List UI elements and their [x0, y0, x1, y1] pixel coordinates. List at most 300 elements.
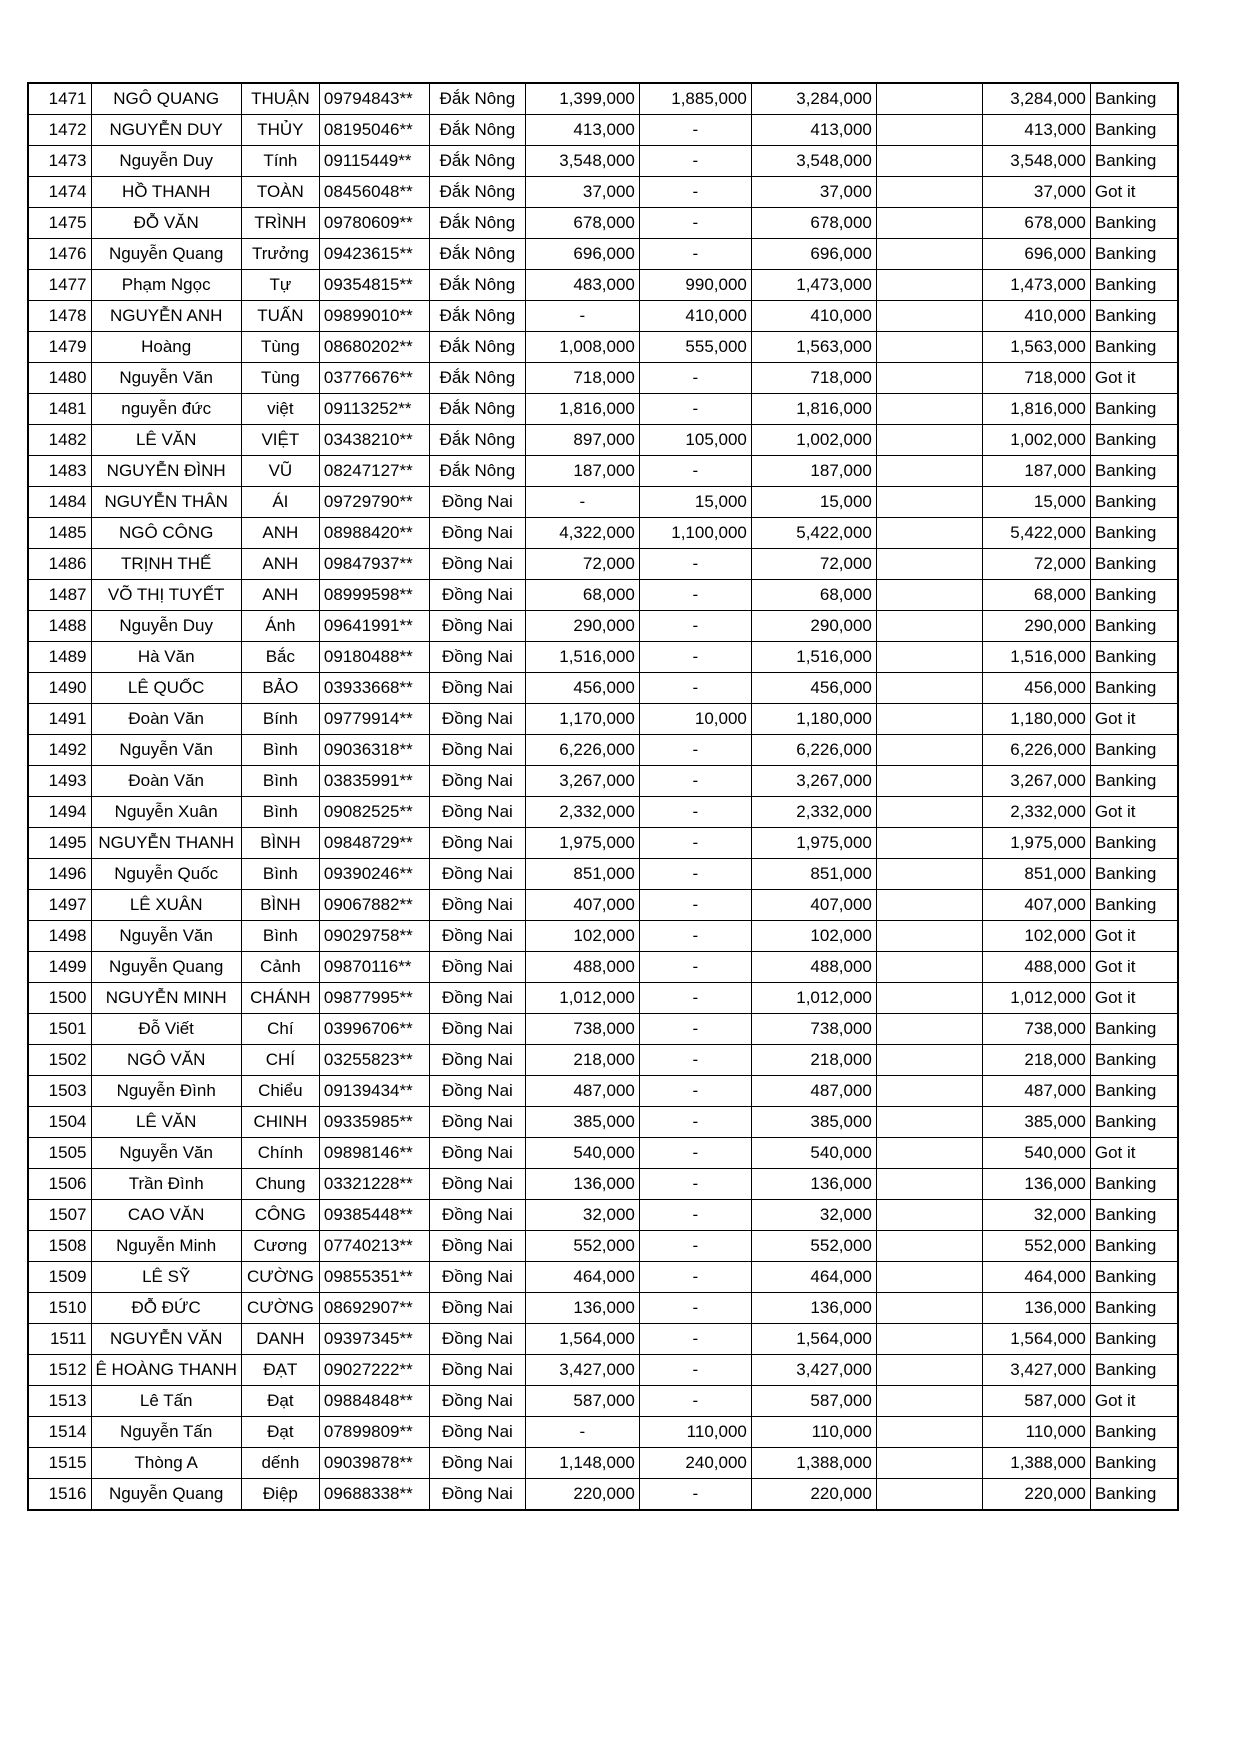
cell-last-middle-name: NGÔ CÔNG: [91, 518, 241, 549]
cell-amount-2: -: [639, 394, 751, 425]
cell-note: [876, 301, 982, 332]
cell-amount-2: -: [639, 921, 751, 952]
cell-amount-1: 290,000: [525, 611, 639, 642]
cell-province: Đồng Nai: [429, 1169, 525, 1200]
table-row: [28, 456, 1178, 487]
cell-province: Đồng Nai: [429, 735, 525, 766]
cell-phone: 09354815**: [319, 270, 429, 301]
table-row: [28, 1107, 1178, 1138]
cell-last-middle-name: NGUYỄN THÂN: [91, 487, 241, 518]
table-row: [28, 146, 1178, 177]
cell-total: 407,000: [751, 890, 876, 921]
cell-amount-1: 552,000: [525, 1231, 639, 1262]
cell-amount-1: 407,000: [525, 890, 639, 921]
cell-amount-2: -: [639, 549, 751, 580]
cell-payment-method: Banking: [1090, 1169, 1178, 1200]
cell-note: [876, 518, 982, 549]
cell-paid-amount: 1,564,000: [982, 1324, 1090, 1355]
cell-paid-amount: 3,284,000: [982, 83, 1090, 115]
cell-province: Đắk Nông: [429, 394, 525, 425]
table-row: [28, 549, 1178, 580]
cell-province: Đồng Nai: [429, 1262, 525, 1293]
cell-phone: 09898146**: [319, 1138, 429, 1169]
cell-row-number: 1478: [28, 301, 91, 332]
cell-total: 487,000: [751, 1076, 876, 1107]
cell-total: 1,473,000: [751, 270, 876, 301]
cell-payment-method: Banking: [1090, 673, 1178, 704]
cell-row-number: 1480: [28, 363, 91, 394]
cell-amount-2: -: [639, 1138, 751, 1169]
cell-payment-method: Banking: [1090, 580, 1178, 611]
cell-note: [876, 1200, 982, 1231]
cell-total: 3,427,000: [751, 1355, 876, 1386]
cell-province: Đồng Nai: [429, 859, 525, 890]
cell-first-name: Chung: [241, 1169, 319, 1200]
cell-first-name: Đạt: [241, 1386, 319, 1417]
cell-amount-2: 15,000: [639, 487, 751, 518]
cell-first-name: Ánh: [241, 611, 319, 642]
cell-last-middle-name: Đoàn Văn: [91, 704, 241, 735]
cell-phone: 09779914**: [319, 704, 429, 735]
cell-payment-method: Banking: [1090, 611, 1178, 642]
cell-province: Đồng Nai: [429, 1448, 525, 1479]
cell-payment-method: Banking: [1090, 1417, 1178, 1448]
cell-total: 102,000: [751, 921, 876, 952]
cell-note: [876, 983, 982, 1014]
cell-phone: 09877995**: [319, 983, 429, 1014]
cell-row-number: 1507: [28, 1200, 91, 1231]
cell-total: 1,012,000: [751, 983, 876, 1014]
cell-payment-method: Banking: [1090, 735, 1178, 766]
cell-province: Đồng Nai: [429, 890, 525, 921]
cell-paid-amount: 413,000: [982, 115, 1090, 146]
cell-amount-2: -: [639, 1107, 751, 1138]
table-row: [28, 239, 1178, 270]
cell-last-middle-name: ĐỖ VĂN: [91, 208, 241, 239]
cell-paid-amount: 102,000: [982, 921, 1090, 952]
cell-phone: 09397345**: [319, 1324, 429, 1355]
cell-amount-1: 32,000: [525, 1200, 639, 1231]
cell-amount-1: 1,816,000: [525, 394, 639, 425]
cell-first-name: Tùng: [241, 363, 319, 394]
cell-total: 1,564,000: [751, 1324, 876, 1355]
cell-paid-amount: 136,000: [982, 1169, 1090, 1200]
cell-amount-1: 897,000: [525, 425, 639, 456]
cell-paid-amount: 37,000: [982, 177, 1090, 208]
cell-row-number: 1497: [28, 890, 91, 921]
cell-note: [876, 704, 982, 735]
cell-first-name: THỦY: [241, 115, 319, 146]
cell-payment-method: Banking: [1090, 1324, 1178, 1355]
cell-amount-1: 1,516,000: [525, 642, 639, 673]
cell-paid-amount: 738,000: [982, 1014, 1090, 1045]
table-row: [28, 363, 1178, 394]
cell-paid-amount: 32,000: [982, 1200, 1090, 1231]
cell-paid-amount: 1,180,000: [982, 704, 1090, 735]
cell-province: Đồng Nai: [429, 1076, 525, 1107]
cell-note: [876, 456, 982, 487]
cell-first-name: dếnh: [241, 1448, 319, 1479]
cell-first-name: VIỆT: [241, 425, 319, 456]
table-row: [28, 1479, 1178, 1511]
cell-total: 72,000: [751, 549, 876, 580]
cell-amount-1: 1,012,000: [525, 983, 639, 1014]
cell-phone: 08680202**: [319, 332, 429, 363]
cell-province: Đồng Nai: [429, 1417, 525, 1448]
cell-last-middle-name: Đỗ Viết: [91, 1014, 241, 1045]
cell-paid-amount: 410,000: [982, 301, 1090, 332]
cell-province: Đồng Nai: [429, 1045, 525, 1076]
table-row: [28, 1231, 1178, 1262]
cell-phone: 09390246**: [319, 859, 429, 890]
cell-first-name: Điệp: [241, 1479, 319, 1511]
cell-amount-1: 3,267,000: [525, 766, 639, 797]
cell-paid-amount: 15,000: [982, 487, 1090, 518]
cell-first-name: DANH: [241, 1324, 319, 1355]
cell-phone: 09794843**: [319, 83, 429, 115]
cell-last-middle-name: HỒ THANH: [91, 177, 241, 208]
cell-province: Đồng Nai: [429, 704, 525, 735]
cell-amount-2: -: [639, 1386, 751, 1417]
cell-payment-method: Banking: [1090, 1355, 1178, 1386]
cell-note: [876, 1417, 982, 1448]
cell-amount-1: 136,000: [525, 1169, 639, 1200]
cell-note: [876, 394, 982, 425]
table-row: [28, 673, 1178, 704]
cell-row-number: 1472: [28, 115, 91, 146]
cell-last-middle-name: Nguyễn Đình: [91, 1076, 241, 1107]
cell-amount-1: 456,000: [525, 673, 639, 704]
cell-first-name: Trưởng: [241, 239, 319, 270]
cell-province: Đồng Nai: [429, 1293, 525, 1324]
cell-row-number: 1482: [28, 425, 91, 456]
cell-first-name: Cương: [241, 1231, 319, 1262]
cell-paid-amount: 5,422,000: [982, 518, 1090, 549]
cell-amount-2: 1,100,000: [639, 518, 751, 549]
cell-first-name: Chí: [241, 1014, 319, 1045]
cell-province: Đắk Nông: [429, 301, 525, 332]
cell-amount-2: -: [639, 983, 751, 1014]
cell-phone: 09729790**: [319, 487, 429, 518]
cell-payment-method: Banking: [1090, 1262, 1178, 1293]
cell-amount-2: 105,000: [639, 425, 751, 456]
cell-note: [876, 797, 982, 828]
cell-first-name: CHÁNH: [241, 983, 319, 1014]
cell-last-middle-name: Nguyễn Văn: [91, 735, 241, 766]
cell-payment-method: Banking: [1090, 425, 1178, 456]
cell-paid-amount: 464,000: [982, 1262, 1090, 1293]
cell-amount-2: -: [639, 208, 751, 239]
cell-last-middle-name: Ê HOÀNG THANH: [91, 1355, 241, 1386]
cell-province: Đồng Nai: [429, 580, 525, 611]
cell-amount-1: 68,000: [525, 580, 639, 611]
cell-province: Đồng Nai: [429, 952, 525, 983]
cell-phone: 09423615**: [319, 239, 429, 270]
cell-paid-amount: 1,563,000: [982, 332, 1090, 363]
cell-payment-method: Got it: [1090, 983, 1178, 1014]
cell-total: 3,284,000: [751, 83, 876, 115]
cell-province: Đồng Nai: [429, 1386, 525, 1417]
cell-paid-amount: 3,548,000: [982, 146, 1090, 177]
cell-note: [876, 611, 982, 642]
table-row: [28, 580, 1178, 611]
cell-last-middle-name: ĐỖ ĐỨC: [91, 1293, 241, 1324]
table-row: [28, 1200, 1178, 1231]
cell-province: Đồng Nai: [429, 611, 525, 642]
cell-amount-2: -: [639, 952, 751, 983]
cell-province: Đồng Nai: [429, 1231, 525, 1262]
cell-note: [876, 83, 982, 115]
cell-amount-2: 240,000: [639, 1448, 751, 1479]
cell-paid-amount: 718,000: [982, 363, 1090, 394]
cell-total: 1,180,000: [751, 704, 876, 735]
cell-amount-2: -: [639, 828, 751, 859]
cell-amount-2: -: [639, 890, 751, 921]
table-row: [28, 115, 1178, 146]
cell-phone: 09180488**: [319, 642, 429, 673]
cell-amount-1: 718,000: [525, 363, 639, 394]
cell-amount-2: -: [639, 1045, 751, 1076]
cell-amount-2: 10,000: [639, 704, 751, 735]
cell-row-number: 1489: [28, 642, 91, 673]
table-row: [28, 797, 1178, 828]
cell-total: 136,000: [751, 1293, 876, 1324]
cell-last-middle-name: nguyễn đức: [91, 394, 241, 425]
cell-phone: 03933668**: [319, 673, 429, 704]
cell-phone: 09335985**: [319, 1107, 429, 1138]
cell-province: Đồng Nai: [429, 1200, 525, 1231]
cell-payment-method: Banking: [1090, 239, 1178, 270]
cell-row-number: 1494: [28, 797, 91, 828]
cell-paid-amount: 1,012,000: [982, 983, 1090, 1014]
cell-row-number: 1485: [28, 518, 91, 549]
cell-row-number: 1516: [28, 1479, 91, 1511]
cell-note: [876, 487, 982, 518]
cell-amount-1: 3,427,000: [525, 1355, 639, 1386]
cell-total: 6,226,000: [751, 735, 876, 766]
cell-last-middle-name: Nguyễn Tấn: [91, 1417, 241, 1448]
cell-province: Đồng Nai: [429, 1107, 525, 1138]
cell-paid-amount: 407,000: [982, 890, 1090, 921]
cell-last-middle-name: Nguyễn Duy: [91, 146, 241, 177]
cell-row-number: 1479: [28, 332, 91, 363]
cell-phone: 09139434**: [319, 1076, 429, 1107]
table-row: [28, 1014, 1178, 1045]
cell-province: Đồng Nai: [429, 487, 525, 518]
cell-first-name: ÁI: [241, 487, 319, 518]
cell-payment-method: Banking: [1090, 332, 1178, 363]
cell-total: 15,000: [751, 487, 876, 518]
cell-paid-amount: 1,516,000: [982, 642, 1090, 673]
cell-amount-2: -: [639, 239, 751, 270]
cell-row-number: 1491: [28, 704, 91, 735]
cell-note: [876, 1355, 982, 1386]
cell-total: 464,000: [751, 1262, 876, 1293]
cell-total: 3,548,000: [751, 146, 876, 177]
cell-payment-method: Banking: [1090, 1200, 1178, 1231]
cell-note: [876, 239, 982, 270]
cell-last-middle-name: NGÔ QUANG: [91, 83, 241, 115]
cell-province: Đồng Nai: [429, 1138, 525, 1169]
cell-paid-amount: 220,000: [982, 1479, 1090, 1511]
cell-amount-2: -: [639, 735, 751, 766]
cell-first-name: Bình: [241, 859, 319, 890]
cell-last-middle-name: NGUYỄN MINH: [91, 983, 241, 1014]
cell-amount-2: 110,000: [639, 1417, 751, 1448]
cell-note: [876, 1479, 982, 1511]
cell-phone: 03255823**: [319, 1045, 429, 1076]
cell-row-number: 1474: [28, 177, 91, 208]
cell-payment-method: Banking: [1090, 549, 1178, 580]
cell-row-number: 1476: [28, 239, 91, 270]
cell-note: [876, 177, 982, 208]
cell-last-middle-name: LÊ SỸ: [91, 1262, 241, 1293]
cell-phone: 09113252**: [319, 394, 429, 425]
cell-payment-method: Banking: [1090, 1293, 1178, 1324]
cell-row-number: 1501: [28, 1014, 91, 1045]
cell-row-number: 1502: [28, 1045, 91, 1076]
cell-paid-amount: 488,000: [982, 952, 1090, 983]
cell-province: Đắk Nông: [429, 83, 525, 115]
cell-payment-method: Banking: [1090, 1107, 1178, 1138]
cell-total: 488,000: [751, 952, 876, 983]
cell-first-name: Tính: [241, 146, 319, 177]
cell-phone: 03835991**: [319, 766, 429, 797]
cell-payment-method: Got it: [1090, 1386, 1178, 1417]
cell-note: [876, 332, 982, 363]
table-row: [28, 1386, 1178, 1417]
cell-row-number: 1513: [28, 1386, 91, 1417]
cell-province: Đồng Nai: [429, 549, 525, 580]
cell-amount-1: 3,548,000: [525, 146, 639, 177]
cell-phone: 09847937**: [319, 549, 429, 580]
table-row: [28, 735, 1178, 766]
cell-row-number: 1503: [28, 1076, 91, 1107]
cell-note: [876, 735, 982, 766]
cell-amount-1: 587,000: [525, 1386, 639, 1417]
cell-last-middle-name: CAO VĂN: [91, 1200, 241, 1231]
cell-first-name: TRÌNH: [241, 208, 319, 239]
cell-payment-method: Got it: [1090, 952, 1178, 983]
cell-province: Đồng Nai: [429, 642, 525, 673]
cell-amount-1: 1,148,000: [525, 1448, 639, 1479]
cell-row-number: 1509: [28, 1262, 91, 1293]
cell-row-number: 1490: [28, 673, 91, 704]
cell-last-middle-name: Nguyễn Quang: [91, 239, 241, 270]
table-row: [28, 704, 1178, 735]
cell-first-name: Tùng: [241, 332, 319, 363]
cell-last-middle-name: Nguyễn Quang: [91, 1479, 241, 1511]
payment-table: [27, 82, 1179, 1511]
cell-total: 1,388,000: [751, 1448, 876, 1479]
cell-note: [876, 146, 982, 177]
cell-amount-2: -: [639, 859, 751, 890]
cell-amount-1: 696,000: [525, 239, 639, 270]
cell-phone: 03438210**: [319, 425, 429, 456]
cell-last-middle-name: Nguyễn Văn: [91, 921, 241, 952]
cell-paid-amount: 72,000: [982, 549, 1090, 580]
cell-first-name: CƯỜNG: [241, 1262, 319, 1293]
cell-paid-amount: 2,332,000: [982, 797, 1090, 828]
cell-total: 540,000: [751, 1138, 876, 1169]
cell-first-name: Đạt: [241, 1417, 319, 1448]
cell-amount-2: -: [639, 1169, 751, 1200]
cell-amount-1: -: [525, 1417, 639, 1448]
cell-row-number: 1512: [28, 1355, 91, 1386]
cell-phone: 09884848**: [319, 1386, 429, 1417]
cell-last-middle-name: TRỊNH THẾ: [91, 549, 241, 580]
cell-first-name: Cảnh: [241, 952, 319, 983]
table-body: [28, 83, 1178, 1510]
table-row: [28, 890, 1178, 921]
cell-payment-method: Banking: [1090, 83, 1178, 115]
cell-amount-1: 218,000: [525, 1045, 639, 1076]
cell-last-middle-name: Trần Đình: [91, 1169, 241, 1200]
cell-paid-amount: 587,000: [982, 1386, 1090, 1417]
cell-province: Đắk Nông: [429, 425, 525, 456]
table-row: [28, 611, 1178, 642]
cell-total: 2,332,000: [751, 797, 876, 828]
cell-last-middle-name: Thòng A: [91, 1448, 241, 1479]
cell-paid-amount: 3,427,000: [982, 1355, 1090, 1386]
table-row: [28, 1045, 1178, 1076]
cell-note: [876, 673, 982, 704]
cell-paid-amount: 3,267,000: [982, 766, 1090, 797]
cell-amount-1: 678,000: [525, 208, 639, 239]
cell-phone: 09082525**: [319, 797, 429, 828]
table-row: [28, 766, 1178, 797]
cell-first-name: Bình: [241, 766, 319, 797]
cell-payment-method: Banking: [1090, 859, 1178, 890]
cell-row-number: 1496: [28, 859, 91, 890]
cell-payment-method: Banking: [1090, 208, 1178, 239]
cell-note: [876, 859, 982, 890]
cell-total: 552,000: [751, 1231, 876, 1262]
cell-first-name: TOÀN: [241, 177, 319, 208]
cell-paid-amount: 1,816,000: [982, 394, 1090, 425]
cell-note: [876, 1138, 982, 1169]
cell-first-name: Bính: [241, 704, 319, 735]
cell-first-name: ANH: [241, 580, 319, 611]
cell-phone: 09870116**: [319, 952, 429, 983]
cell-paid-amount: 552,000: [982, 1231, 1090, 1262]
cell-last-middle-name: NGÔ VĂN: [91, 1045, 241, 1076]
cell-phone: 08456048**: [319, 177, 429, 208]
cell-phone: 08692907**: [319, 1293, 429, 1324]
cell-note: [876, 952, 982, 983]
cell-amount-2: -: [639, 1231, 751, 1262]
cell-total: 290,000: [751, 611, 876, 642]
cell-phone: 08195046**: [319, 115, 429, 146]
cell-phone: 09688338**: [319, 1479, 429, 1511]
table-row: [28, 518, 1178, 549]
cell-first-name: THUẬN: [241, 83, 319, 115]
cell-amount-1: 1,975,000: [525, 828, 639, 859]
cell-phone: 08988420**: [319, 518, 429, 549]
cell-province: Đồng Nai: [429, 1014, 525, 1045]
cell-row-number: 1483: [28, 456, 91, 487]
cell-total: 587,000: [751, 1386, 876, 1417]
cell-last-middle-name: Nguyễn Quang: [91, 952, 241, 983]
table-row: [28, 425, 1178, 456]
cell-first-name: Bình: [241, 797, 319, 828]
cell-total: 136,000: [751, 1169, 876, 1200]
cell-phone: 09027222**: [319, 1355, 429, 1386]
table-row: [28, 1293, 1178, 1324]
cell-note: [876, 208, 982, 239]
cell-note: [876, 1014, 982, 1045]
cell-last-middle-name: Đoàn Văn: [91, 766, 241, 797]
